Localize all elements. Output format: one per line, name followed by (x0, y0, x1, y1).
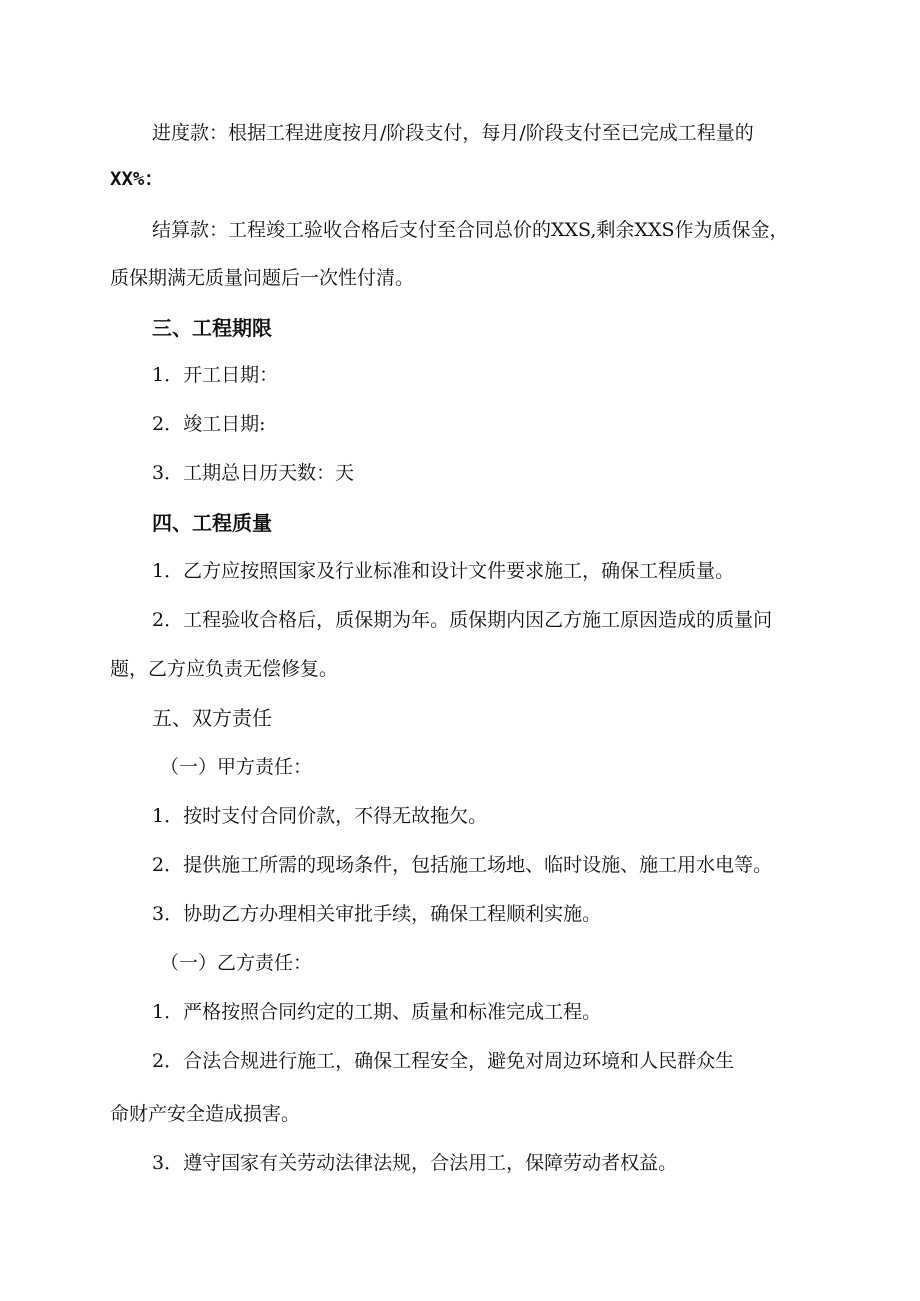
section-5-title: 五、双方责任 (152, 706, 272, 730)
party-b-title: （一）乙方责任： (160, 952, 313, 974)
section-3-item-3: 3．工期总日历天数：天 (152, 462, 355, 484)
party-a-title: （一）甲方责任： (160, 756, 313, 778)
party-b-item-2-line-2: 命财产安全造成损害。 (110, 1103, 301, 1125)
settlement-payment-line-1: 结算款：工程竣工验收合格后支付至合同总价的XXS,剩余XXS作为质保金， (152, 219, 789, 241)
party-a-item-1: 1．按时支付合同价款，不得无故拖欠。 (152, 805, 488, 827)
party-b-item-2-line-1: 2．合法合规进行施工，确保工程安全，避免对周边环境和人民群众生 (152, 1050, 735, 1072)
section-3-title: 三、工程期限 (152, 316, 272, 340)
section-3-item-1: 1．开工日期： (152, 364, 279, 386)
section-4-item-2-line-2: 题，乙方应负责无偿修复。 (110, 658, 339, 680)
section-4-item-2-line-1: 2．工程验收合格后，质保期为年。质保期内因乙方施工原因造成的质量问 (152, 609, 773, 631)
party-a-item-3: 3．协助乙方办理相关审批手续，确保工程顺利实施。 (152, 903, 602, 925)
party-a-item-2: 2．提供施工所需的现场条件，包括施工场地、临时设施、施工用水电等。 (152, 854, 773, 876)
progress-payment-line-2: XX%： (110, 168, 164, 190)
party-b-item-1: 1．严格按照合同约定的工期、质量和标准完成工程。 (152, 1001, 602, 1023)
section-4-title: 四、工程质量 (152, 511, 272, 535)
section-4-item-1: 1．乙方应按照国家及行业标准和设计文件要求施工，确保工程质量。 (152, 560, 735, 582)
section-3-item-2: 2．竣工日期: (152, 413, 266, 435)
settlement-payment-line-2: 质保期满无质量问题后一次性付清。 (110, 267, 415, 289)
progress-payment-line-1: 进度款：根据工程进度按月/阶段支付，每月/阶段支付至已完成工程量的 (152, 122, 754, 144)
party-b-item-3: 3．遵守国家有关劳动法律法规，合法用工，保障劳动者权益。 (152, 1152, 678, 1174)
